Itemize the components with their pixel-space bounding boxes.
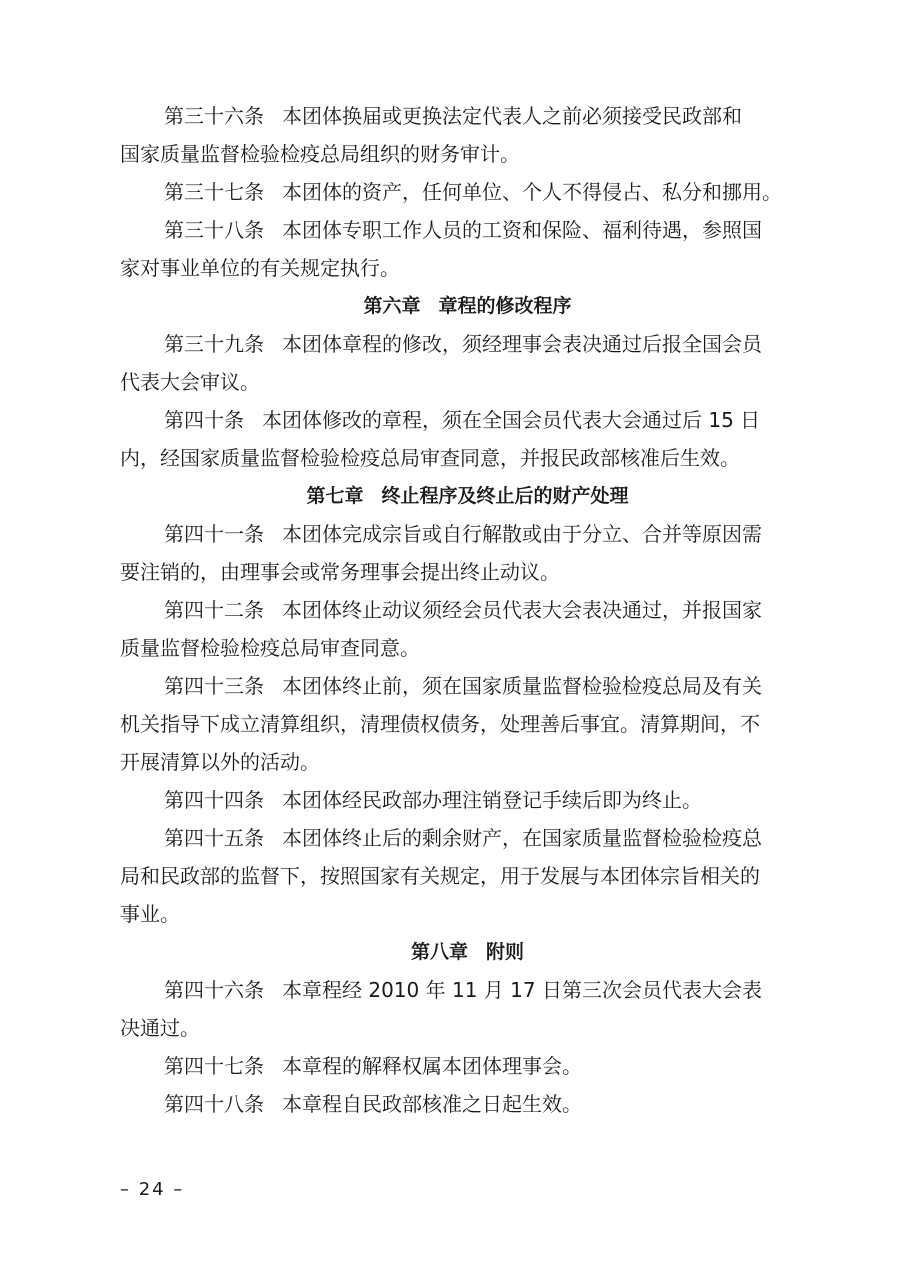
article-39 bbox=[120, 325, 815, 363]
article-number: 第四十三条 bbox=[164, 674, 264, 698]
page-number: – 24 – bbox=[120, 1179, 185, 1200]
article-42-cont: 质量监督检验检疫总局审查同意。 bbox=[120, 636, 420, 660]
article-46-cont: 决通过。 bbox=[120, 1016, 200, 1040]
article-number: 第四十二条 bbox=[164, 598, 264, 622]
article-44 bbox=[120, 781, 815, 819]
article-42 bbox=[120, 591, 815, 629]
article-45 bbox=[120, 819, 815, 857]
article-41-cont: 要注销的，由理事会或常务理事会提出终止动议。 bbox=[120, 560, 560, 584]
article-number: 第三十九条 bbox=[164, 332, 264, 356]
article-number: 第四十八条 bbox=[164, 1092, 264, 1116]
chapter-7-heading bbox=[120, 477, 815, 515]
article-text: 本章程自民政部核准之日起生效。 bbox=[282, 1092, 582, 1116]
article-43 bbox=[120, 667, 815, 705]
article-text: 本章程经 2010 年 11 月 17 日第三次会员代表大会表 bbox=[282, 978, 762, 1002]
article-text: 本团体经民政部办理注销登记手续后即为终止。 bbox=[282, 788, 702, 812]
article-number: 第四十四条 bbox=[164, 788, 264, 812]
chapter-8-heading bbox=[120, 933, 815, 971]
article-text: 本团体完成宗旨或自行解散或由于分立、合并等原因需 bbox=[282, 522, 762, 546]
article-38 bbox=[120, 211, 815, 249]
chapter-number: 第七章 bbox=[306, 485, 364, 507]
article-40 bbox=[120, 401, 815, 439]
document-body bbox=[120, 97, 815, 1123]
article-46 bbox=[120, 971, 815, 1009]
article-text: 本团体换届或更换法定代表人之前必须接受民政部和 bbox=[282, 104, 742, 128]
article-39-cont: 代表大会审议。 bbox=[120, 370, 260, 394]
article-43-cont: 开展清算以外的活动。 bbox=[120, 750, 320, 774]
article-number: 第三十六条 bbox=[164, 104, 264, 128]
article-text: 本团体的资产，任何单位、个人不得侵占、私分和挪用。 bbox=[282, 180, 782, 204]
article-text: 本团体修改的章程，须在全国会员代表大会通过后 15 日 bbox=[262, 408, 761, 432]
chapter-title: 终止程序及终止后的财产处理 bbox=[381, 485, 629, 507]
article-text: 本团体章程的修改，须经理事会表决通过后报全国会员 bbox=[282, 332, 762, 356]
article-number: 第四十五条 bbox=[164, 826, 264, 850]
article-text: 本团体终止动议须经会员代表大会表决通过，并报国家 bbox=[282, 598, 762, 622]
chapter-6-heading bbox=[120, 287, 815, 325]
article-text: 本团体终止后的剩余财产，在国家质量监督检验检疫总 bbox=[282, 826, 762, 850]
article-number: 第四十六条 bbox=[164, 978, 264, 1002]
article-47 bbox=[120, 1047, 815, 1085]
chapter-number: 第六章 bbox=[363, 295, 421, 317]
article-number: 第四十七条 bbox=[164, 1054, 264, 1078]
chapter-title: 附则 bbox=[486, 941, 525, 963]
chapter-number: 第八章 bbox=[410, 941, 468, 963]
article-48 bbox=[120, 1085, 815, 1123]
article-text: 本团体终止前，须在国家质量监督检验检疫总局及有关 bbox=[282, 674, 762, 698]
article-text: 本团体专职工作人员的工资和保险、福利待遇，参照国 bbox=[282, 218, 762, 242]
article-number: 第四十一条 bbox=[164, 522, 264, 546]
article-38-cont: 家对事业单位的有关规定执行。 bbox=[120, 256, 400, 280]
article-40-cont: 内，经国家质量监督检验检疫总局审查同意，并报民政部核准后生效。 bbox=[120, 446, 740, 470]
article-text: 本章程的解释权属本团体理事会。 bbox=[282, 1054, 582, 1078]
article-43-cont: 机关指导下成立清算组织，清理债权债务，处理善后事宜。清算期间，不 bbox=[120, 712, 760, 736]
article-number: 第三十七条 bbox=[164, 180, 264, 204]
article-number: 第四十条 bbox=[164, 408, 244, 432]
article-number: 第三十八条 bbox=[164, 218, 264, 242]
article-36-cont: 国家质量监督检验检疫总局组织的财务审计。 bbox=[120, 142, 520, 166]
chapter-title: 章程的修改程序 bbox=[438, 295, 572, 317]
article-36 bbox=[120, 97, 815, 135]
article-45-cont: 事业。 bbox=[120, 902, 180, 926]
article-41 bbox=[120, 515, 815, 553]
article-37 bbox=[120, 173, 815, 211]
article-45-cont: 局和民政部的监督下，按照国家有关规定，用于发展与本团体宗旨相关的 bbox=[120, 864, 760, 888]
